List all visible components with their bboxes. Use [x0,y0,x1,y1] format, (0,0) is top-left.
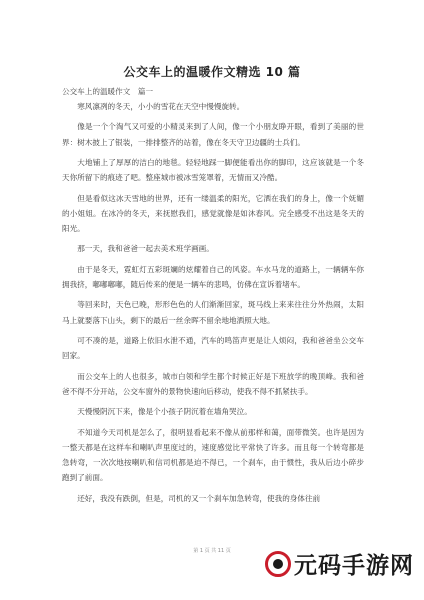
paragraph: 还好，我没有跌倒，但是，司机的又一个刹车加急转弯，使我的身体往前 [77,493,321,503]
paragraph: 像是一个个淘气又可爱的小精灵来到了人间，像一个小朋友睁开眼，看到了美丽的世界：树木披上了银装，一排排整齐的站着，像在冬天守卫边疆的士兵们。 [62,122,364,147]
paragraph: 寒风凛冽的冬天，小小的雪花在天空中慢慢旋转。 [77,102,245,111]
paragraph: 而公交车上的人也很多，城市白领和学生都个时候正好是下班放学的晚顶峰。我和爸爸不得不分开站，公交车窗外的景物快速向后移动，使我不得不抓紧扶手。 [62,371,364,396]
paragraph: 由于是冬天，霓虹灯五彩斑斓的炫耀着自己的风姿。车水马龙的道路上，一辆辆车你拥我挤，嘟嘟嘟嘟，随后传来的便是一辆车的悲鸣，仿佛在宣诉着堵车。 [62,264,364,289]
section-subheading: 公交车上的温暖作文 篇一 [62,87,154,96]
paragraph: 不知道今天司机是怎么了，很明显看起来不像从前那样和蔼，面带微笑。也许是因为一整天都是在这样车和喇叭声里度过的，速度感觉比平常快了许多。而且每一个转弯都是急转弯，一次次地按喇叭和信司机都是迫不得已，一个刹车，由于惯性，我从后边小碎步跑到了前面。 [62,427,364,483]
watermark [265,547,414,580]
paragraph: 天慢慢阴沉下来，像是个小孩子阴沉着在墙角哭泣。 [77,407,252,417]
document-title: 公交车上的温暖作文精选 10 篇 [123,65,301,79]
paragraph: 等回来时，天色已晚，形形色色的人们渐渐回家，斑马线上来来往往分外热闹，太阳马上就要落下山头，剩下的最后一丝余晖不留余地地洒照大地。 [62,300,364,325]
document-body [62,99,364,511]
page-footer: 第 1 页 共 11 页 [193,548,231,554]
paragraph: 大地铺上了厚厚的洁白的地毯。轻轻地踩一脚便能看出你的脚印，这应该就是一个冬天你所留下的痕迹了吧。整座城市被冰雪笼罩着，无情而又冷酷。 [62,157,364,183]
paragraph: 那一天，我和爸爸一起去美术班学画画。 [77,244,214,254]
paragraph: 可不凑的是，道路上依旧水泄不通，汽车的鸣笛声更是让人烦闷，我和爸爸坐公交车回家。 [62,335,364,361]
watermark-text: 元码手游网 [294,553,414,579]
watermark-logo-icon [265,551,291,577]
paragraph: 但是看似这冰天雪地的世界，还有一缕温柔的阳光，它洒在我们的身上，像一个妩媚的小姐姐。在冰冷的冬天，来抚慰我们，感觉就像是如沐春风。完全感受不出这是冬天的阳光。 [62,193,364,233]
